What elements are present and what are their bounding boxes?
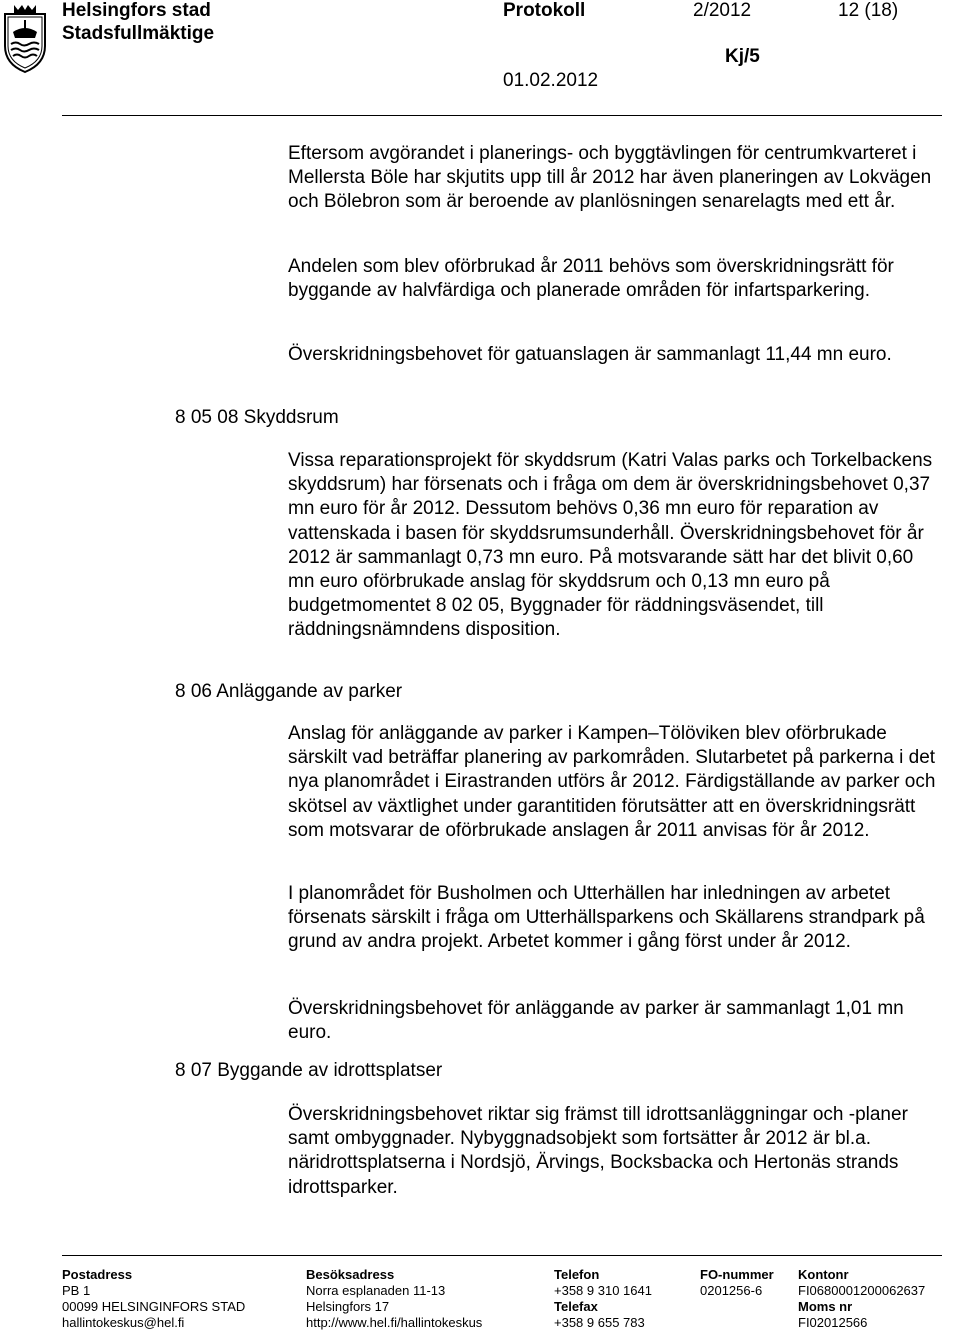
footer-fo-label: FO-nummer — [700, 1267, 774, 1282]
crest-icon — [2, 2, 48, 74]
paragraph-3: Överskridningsbehovet för gatuanslagen är sammanlagt 11,44 mn euro. — [288, 344, 892, 365]
footer-konto — [798, 1267, 925, 1331]
footer-postadress — [62, 1267, 245, 1331]
paragraph-2: Andelen som blev oförbrukad år 2011 behövs som överskridningsrätt för byggande av halvfärdiga och planerade områden för infartsparkering. — [288, 256, 894, 302]
footer-telefon — [554, 1267, 652, 1331]
footer-postadress-label: Postadress — [62, 1267, 133, 1282]
paragraph-5: Anslag för anläggande av parker i Kampen‒Tölöviken blev oförbrukade särskilt vad beträffar planering av parkområden. Slutarbetet på parkerna i det nya planområdet i Eirastranden utförs år 2012. Färdigställande av parker och skötsel av växtlighet under garantitiden förutsätter att en överskridningsrätt som motsvarar de oförbrukade anslagen år 2011 anvisas för år 2012. — [288, 723, 936, 841]
section-heading-skyddsrum: 8 05 08 Skyddsrum — [175, 407, 339, 428]
footer-besoksadress — [306, 1267, 482, 1331]
footer-rule — [62, 1255, 942, 1256]
reference-code: Kj/5 — [725, 46, 760, 67]
paragraph-1: Eftersom avgörandet i planerings- och byggtävlingen för centrumkvarteret i Mellersta Böle har skjutits upp till år 2012 har även planeringen av Lokvägen och Bölebron som är beroende av planlösningen senarelagts med ett år. — [288, 143, 932, 213]
footer-moms-value: FI02012566 — [798, 1315, 868, 1330]
footer-postadress-box: PB 1 — [62, 1283, 91, 1298]
paragraph-4: Vissa reparationsprojekt för skyddsrum (Katri Valas parks och Torkelbackens skyddsrum) har försenats och i fråga om dem är överskridningsbehovet 0,37 mn euro för år 2012. Dessutom behövs 0,36 mn euro för reparation av vattenskada i basen för skyddsrumsunderhåll. Överskridningsbehovet för år 2012 är sammanlagt 0,73 mn euro. På motsvarande sätt har det blivit 0,60 mn euro oförbrukade anslag för skyddsrum och 0,13 mn euro på budgetmomentet 8 02 05, Byggnader för räddningsväsendet, till räddningsnämndens disposition. — [288, 450, 933, 641]
section-heading-idrottsplatser: 8 07 Byggande av idrottsplatser — [175, 1060, 443, 1081]
footer-telefon-number: +358 9 310 1641 — [554, 1283, 652, 1298]
footer-besoksadress-city: Helsingfors 17 — [306, 1299, 390, 1314]
footer-besoksadress-street: Norra esplanaden 11-13 — [306, 1283, 446, 1298]
footer-telefax-number: +358 9 655 783 — [554, 1315, 645, 1330]
org-body: Stadsfullmäktige — [62, 23, 215, 44]
footer-telefax-label: Telefax — [554, 1299, 598, 1314]
footer-konto-label: Kontonr — [798, 1267, 849, 1282]
org-name: Helsingfors stad — [62, 0, 211, 21]
page-number: 12 (18) — [838, 0, 899, 21]
footer-fo-value: 0201256-6 — [700, 1283, 763, 1298]
footer-email-link[interactable]: hallintokeskus@hel.fi — [62, 1315, 185, 1330]
footer-website-link[interactable]: http://www.hel.fi/hallintokeskus — [306, 1315, 483, 1330]
document-number: 2/2012 — [693, 0, 752, 21]
document-type: Protokoll — [503, 0, 586, 21]
footer-konto-value: FI0680001200062637 — [798, 1283, 926, 1298]
paragraph-7: Överskridningsbehovet för anläggande av parker är sammanlagt 1,01 mn euro. — [288, 998, 904, 1044]
paragraph-8: Överskridningsbehovet riktar sig främst till idrottsanläggningar och -planer samt ombyggnader. Nybyggnadsobjekt som fortsätter år 2012 är bl.a. näridrottsplatserna i Nordsjö, Ärvings, Bocksbacka och Hertonäs strands idrottsparker. — [288, 1104, 908, 1198]
helsinki-crest-logo — [2, 2, 48, 74]
footer-telefon-label: Telefon — [554, 1267, 600, 1282]
section-heading-parker: 8 06 Anläggande av parker — [175, 681, 403, 702]
footer-fo-nummer — [700, 1267, 774, 1299]
footer-besoksadress-label: Besöksadress — [306, 1267, 395, 1282]
document-date: 01.02.2012 — [503, 70, 599, 91]
header-rule — [62, 115, 942, 116]
footer-moms-label: Moms nr — [798, 1299, 853, 1314]
footer-postadress-city: 00099 HELSINGINFORS STAD — [62, 1299, 246, 1314]
paragraph-6: I planområdet för Busholmen och Utterhällen har inledningen av arbetet försenats särskilt i fråga om Utterhällsparkens och Skällarens strandpark på grund av andra projekt. Arbetet kommer i gång först under år 2012. — [288, 883, 925, 953]
